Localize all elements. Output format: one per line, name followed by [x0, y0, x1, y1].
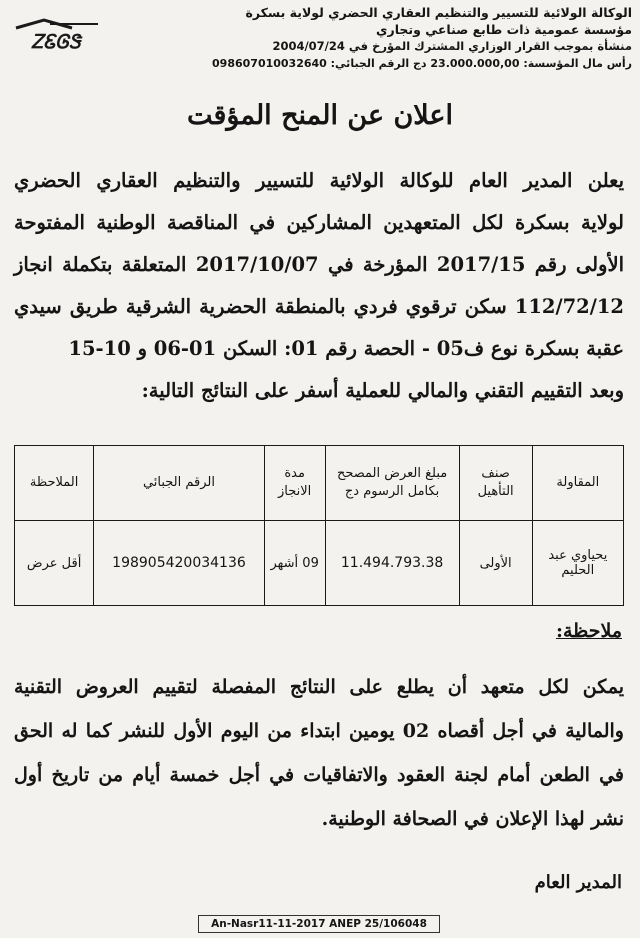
body-line: عقبة بسكرة نوع ف05 - الحصة رقم 01: السكن 01-06 و 10-15	[68, 337, 624, 360]
svg-text:ᏃᏋᎶᏕ: ᏃᏋᎶᏕ	[31, 31, 81, 52]
body-line: الأولى رقم 2017/15 المؤرخة في 2017/10/07 المتعلقة بتكملة انجاز	[14, 253, 625, 276]
publication-reference: An-Nasr11-11-2017 ANEP 25/106048	[198, 915, 440, 933]
results-table	[14, 445, 624, 606]
note-line: يمكن لكل متعهد أن يطلع على النتائج المفصلة لتقييم العروض التقنية	[14, 676, 624, 698]
col-remark: الملاحظة	[15, 446, 94, 521]
organization-info	[152, 4, 632, 72]
table-row	[15, 521, 624, 606]
body-line: يعلن المدير العام للوكالة الولائية للتسيير والتنظيم العقاري الحضري	[14, 169, 624, 192]
body-line: وبعد التقييم التقني والمالي للعملية أسفر على النتائج التالية:	[141, 379, 624, 402]
body-line: 112/72/12 سكن ترقوي فردي بالمنطقة الحضرية الشرقية طريق سيدي	[14, 295, 624, 318]
org-decree: منشأة بموجب القرار الوزاري المشترك المؤرخ في 2004/07/24	[272, 39, 632, 53]
agency-logo	[10, 18, 102, 52]
note-line: والمالية في أجل أقصاه 02 يومين ابتداء من اليوم الأول للنشر كما له الحق	[14, 720, 624, 742]
col-bid-amount: مبلغ العرض المصحح بكامل الرسوم دج	[325, 446, 459, 521]
org-name: الوكالة الولائية للتسيير والتنظيم العقاري الحضري لولاية بسكرة	[245, 5, 632, 20]
cell-remark: أقل عرض	[15, 521, 94, 606]
signature: المدير العام	[534, 872, 622, 893]
note-line: في الطعن أمام لجنة العقود والاتفاقيات في أجل خمسة أيام من تاريخ أول	[14, 764, 624, 786]
col-tax-number: الرقم الجبائي	[94, 446, 265, 521]
col-contractor: المقاولة	[532, 446, 623, 521]
org-type: مؤسسة عمومية ذات طابع صناعي وتجاري	[376, 22, 632, 37]
note-heading: ملاحظة:	[555, 620, 622, 642]
org-capital: رأس مال المؤسسة: 23.000.000,00 دج الرقم الجبائي: 098607010032640	[212, 57, 632, 70]
note-body	[14, 665, 624, 841]
cell-bid-amount: 11.494.793.38	[325, 521, 459, 606]
col-qualification: صنف التأهيل	[459, 446, 532, 521]
announcement-body	[14, 160, 624, 412]
logo-mark-icon	[10, 18, 102, 52]
table-header-row	[15, 446, 624, 521]
cell-qualification: الأولى	[459, 521, 532, 606]
note-line: نشر لهذا الإعلان في الصحافة الوطنية.	[321, 808, 624, 830]
cell-tax-number: 198905420034136	[94, 521, 265, 606]
col-duration: مدة الانجاز	[264, 446, 325, 521]
cell-duration: 09 أشهر	[264, 521, 325, 606]
page-title: اعلان عن المنح المؤقت	[186, 100, 454, 131]
body-line: لولاية بسكرة لكل المتعهدين المشاركين في المناقصة الوطنية المفتوحة	[14, 211, 624, 234]
cell-contractor: يحياوي عبد الحليم	[532, 521, 623, 606]
letterhead	[8, 4, 632, 90]
